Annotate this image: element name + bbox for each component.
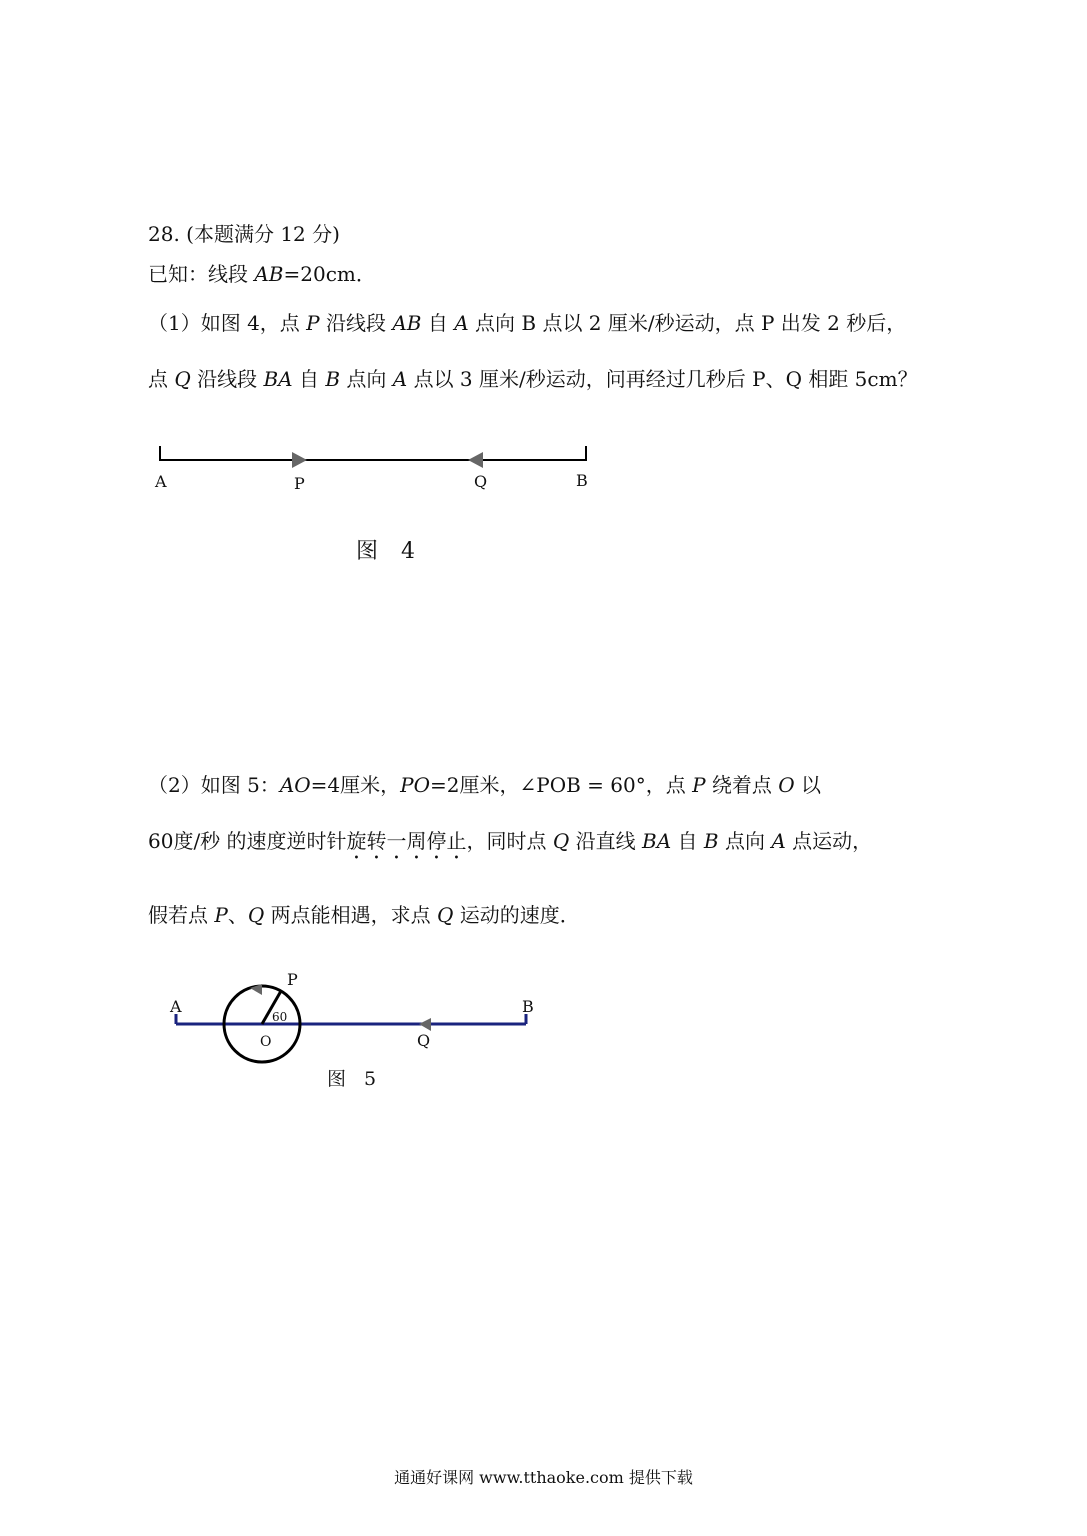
var: AB (392, 311, 422, 335)
var: B (703, 829, 719, 853)
text: 沿线段 (319, 311, 393, 335)
emphasized-text: 旋转一周停止 (346, 829, 467, 853)
text: 、 (227, 903, 248, 927)
text: 自 (421, 311, 455, 335)
text: 自 (292, 367, 326, 391)
var: BA (642, 829, 672, 853)
var: AO (279, 773, 311, 797)
var: Q (552, 829, 570, 853)
text: 沿线段 (190, 367, 264, 391)
arrow-q-icon (419, 1018, 431, 1031)
fig4-label-q: Q (474, 472, 488, 491)
text: 沿直线 (569, 829, 643, 853)
fig5-label-p: P (287, 970, 298, 989)
figure4-caption: 图 4 (356, 539, 423, 564)
fig4-label-a: A (155, 472, 167, 491)
var: O (778, 773, 795, 797)
text: 点运动， (785, 829, 873, 853)
var: P (692, 773, 706, 797)
given-prefix: 已知：线段 (148, 262, 255, 286)
fig5-label-a: A (170, 997, 182, 1016)
var: A (771, 829, 786, 853)
text: ，同时点 (466, 829, 553, 853)
fig5-angle-label: 60 (272, 1010, 288, 1024)
var: B (325, 367, 341, 391)
fig5-label-q: Q (417, 1031, 431, 1050)
text: 绕着点 (705, 773, 779, 797)
given-suffix: =20cm． (283, 262, 376, 286)
fig4-label-p: P (294, 474, 305, 493)
text: 点以 3 厘米/秒运动，问再经过几秒后 P、Q 相距 5cm？ (407, 367, 918, 391)
text: 以 (794, 773, 822, 797)
text: 两点能相遇，求点 (264, 903, 437, 927)
fig5-label-b: B (522, 997, 534, 1016)
text: 点向 (340, 367, 393, 391)
var: BA (263, 367, 293, 391)
question-number: 28. (本题满分 12 分) (148, 222, 340, 246)
fig4-label-b: B (576, 471, 588, 490)
var: A (392, 367, 408, 391)
text: 点向 (718, 829, 772, 853)
footer-text: 通通好课网 www.tthaoke.com 提供下载 (394, 1468, 693, 1487)
text: =4厘米， (310, 773, 401, 797)
fig5-label-o: O (260, 1034, 272, 1050)
text: （1）如图 4，点 (148, 311, 307, 335)
var: Q (247, 903, 265, 927)
text: 点 (148, 367, 175, 391)
figure5-caption: 图 5 (327, 1068, 383, 1090)
text: 点向 B 点以 2 厘米/秒运动，点 P 出发 2 秒后， (468, 311, 907, 335)
var: A (454, 311, 469, 335)
text: 自 (671, 829, 704, 853)
var: PO (400, 773, 430, 797)
var: P (214, 903, 228, 927)
text: =2厘米，∠POB = 60°，点 (430, 773, 693, 797)
given-var: AB (254, 262, 284, 286)
text: 运动的速度． (453, 903, 580, 927)
text: （2）如图 5： (148, 773, 280, 797)
var: P (306, 311, 320, 335)
var: Q (174, 367, 191, 391)
text: 假若点 (148, 903, 215, 927)
text: 60度/秒 的速度逆时针 (148, 829, 347, 853)
var: Q (436, 903, 454, 927)
